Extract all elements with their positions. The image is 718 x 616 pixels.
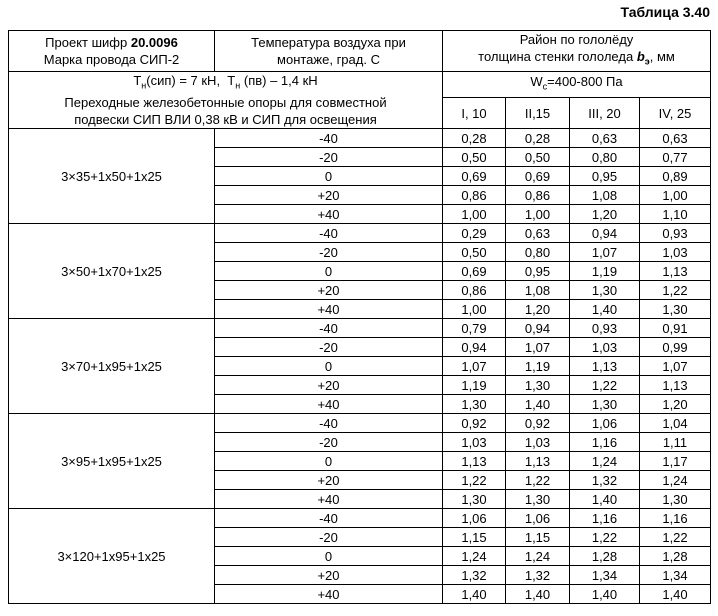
note-cell: [9, 71, 443, 129]
value-cell: 0,93: [570, 319, 640, 338]
value-cell: 1,19: [570, 262, 640, 281]
value-cell: 1,07: [443, 357, 506, 376]
table-row: [9, 224, 711, 243]
ice-region-4: IV, 25: [640, 98, 711, 129]
value-cell: 1,11: [640, 433, 711, 452]
region-unit: , мм: [649, 49, 675, 64]
value-cell: 1,08: [570, 186, 640, 205]
value-cell: 0,94: [570, 224, 640, 243]
value-cell: 0,91: [640, 319, 711, 338]
value-cell: 1,34: [570, 566, 640, 585]
value-cell: 1,03: [443, 433, 506, 452]
note-line2: подвески СИП ВЛИ 0,38 кВ и СИП для освещения: [74, 112, 377, 128]
value-cell: 0,94: [506, 319, 570, 338]
value-cell: 0,95: [506, 262, 570, 281]
value-cell: 0,63: [570, 129, 640, 148]
value-cell: 1,10: [640, 205, 711, 224]
value-cell: 0,94: [443, 338, 506, 357]
value-cell: 1,13: [640, 376, 711, 395]
value-cell: 1,13: [570, 357, 640, 376]
value-cell: 0,93: [640, 224, 711, 243]
value-cell: 1,17: [640, 452, 711, 471]
temperature-cell: -20: [215, 243, 443, 262]
value-cell: 1,00: [443, 300, 506, 319]
value-cell: 1,13: [640, 262, 711, 281]
wire-cross-section: 3×50+1х70+1х25: [9, 224, 215, 319]
value-cell: 1,30: [506, 490, 570, 509]
value-cell: 1,13: [443, 452, 506, 471]
temperature-cell: +20: [215, 186, 443, 205]
region-label-line1: Район по гололёду: [519, 32, 634, 47]
value-cell: 0,92: [506, 414, 570, 433]
value-cell: 1,06: [506, 509, 570, 528]
value-cell: 1,30: [570, 395, 640, 414]
value-cell: 1,20: [640, 395, 711, 414]
ice-region-3: III, 20: [570, 98, 640, 129]
value-cell: 1,24: [640, 471, 711, 490]
value-cell: 1,16: [570, 433, 640, 452]
table-row: [9, 509, 711, 528]
temperature-label-line2: монтаже, град. С: [277, 51, 380, 67]
wire-brand-label: Марка провода СИП-2: [43, 51, 180, 67]
header-row: [9, 31, 711, 72]
wind-cell: $W_c=400-800$ Па: [443, 71, 711, 98]
value-cell: 0,50: [443, 243, 506, 262]
temperature-cell: +40: [215, 585, 443, 604]
temperature-cell: +40: [215, 490, 443, 509]
value-cell: 0,63: [640, 129, 711, 148]
project-code: 20.0096: [130, 34, 178, 50]
value-cell: 1,16: [570, 509, 640, 528]
value-cell: 1,34: [640, 566, 711, 585]
wire-cross-section: 3×95+1х95+1х25: [9, 414, 215, 509]
value-cell: 1,22: [640, 281, 711, 300]
value-cell: 0,80: [506, 243, 570, 262]
temperature-cell: +20: [215, 471, 443, 490]
temperature-cell: -20: [215, 338, 443, 357]
value-cell: 0,69: [443, 167, 506, 186]
value-cell: 1,07: [570, 243, 640, 262]
region-symbol: b: [636, 49, 645, 64]
value-cell: 1,20: [570, 205, 640, 224]
value-cell: 1,08: [506, 281, 570, 300]
value-cell: 0,80: [570, 148, 640, 167]
temperature-cell: 0: [215, 262, 443, 281]
value-cell: 1,40: [443, 585, 506, 604]
value-cell: 1,24: [443, 547, 506, 566]
value-cell: 1,04: [640, 414, 711, 433]
value-cell: 1,30: [640, 300, 711, 319]
value-cell: 0,77: [640, 148, 711, 167]
value-cell: 1,19: [506, 357, 570, 376]
header-temperature-cell: [215, 31, 443, 72]
value-cell: 1,30: [570, 281, 640, 300]
value-cell: 1,00: [443, 205, 506, 224]
ice-region-2: II,15: [506, 98, 570, 129]
value-cell: 1,22: [506, 471, 570, 490]
value-cell: 0,86: [506, 186, 570, 205]
value-cell: 1,03: [570, 338, 640, 357]
tension-line: $Т_н(сип) = 7$ кН, $Т_н$ (пв) – 1,4 кН: [133, 72, 318, 91]
value-cell: 1,22: [640, 528, 711, 547]
value-cell: 0,95: [570, 167, 640, 186]
value-cell: 1,00: [506, 205, 570, 224]
wire-cross-section: 3×120+1х95+1х25: [9, 509, 215, 604]
temperature-cell: 0: [215, 452, 443, 471]
value-cell: 0,79: [443, 319, 506, 338]
value-cell: 0,99: [640, 338, 711, 357]
temperature-cell: -40: [215, 129, 443, 148]
value-cell: 0,92: [443, 414, 506, 433]
value-cell: 1,22: [443, 471, 506, 490]
value-cell: 1,32: [506, 566, 570, 585]
value-cell: 1,15: [443, 528, 506, 547]
value-cell: 1,13: [506, 452, 570, 471]
value-cell: 1,15: [506, 528, 570, 547]
temperature-cell: -40: [215, 319, 443, 338]
value-cell: 1,24: [506, 547, 570, 566]
value-cell: 1,28: [570, 547, 640, 566]
value-cell: 1,40: [570, 300, 640, 319]
table-number: Таблица 3.40: [620, 4, 710, 20]
temperature-cell: +20: [215, 281, 443, 300]
value-cell: 1,30: [443, 490, 506, 509]
value-cell: 1,03: [506, 433, 570, 452]
value-cell: 1,40: [506, 585, 570, 604]
value-cell: 1,40: [640, 585, 711, 604]
temperature-cell: -20: [215, 433, 443, 452]
value-cell: 1,19: [443, 376, 506, 395]
temperature-cell: 0: [215, 357, 443, 376]
value-cell: 0,63: [506, 224, 570, 243]
temperature-cell: +40: [215, 300, 443, 319]
header-project-cell: [9, 31, 215, 72]
wire-cross-section: 3×35+1х50+1х25: [9, 129, 215, 224]
value-cell: 0,50: [443, 148, 506, 167]
table-row: [9, 319, 711, 338]
temperature-cell: 0: [215, 167, 443, 186]
temperature-cell: +40: [215, 205, 443, 224]
temperature-cell: -40: [215, 414, 443, 433]
value-cell: 1,06: [443, 509, 506, 528]
temperature-label-line1: Температура воздуха при: [251, 34, 406, 50]
data-table: [8, 30, 711, 604]
value-cell: 0,28: [506, 129, 570, 148]
value-cell: 1,07: [640, 357, 711, 376]
note-row: [9, 71, 711, 98]
value-cell: 1,07: [506, 338, 570, 357]
value-cell: 1,06: [570, 414, 640, 433]
value-cell: 1,30: [506, 376, 570, 395]
value-cell: 1,22: [570, 376, 640, 395]
wire-cross-section: 3×70+1х95+1х25: [9, 319, 215, 414]
temperature-cell: -20: [215, 528, 443, 547]
value-cell: 1,16: [640, 509, 711, 528]
value-cell: 0,28: [443, 129, 506, 148]
value-cell: 1,40: [570, 585, 640, 604]
temperature-cell: -40: [215, 224, 443, 243]
value-cell: 0,86: [443, 186, 506, 205]
region-label-line2: толщина стенки гололеда: [478, 49, 634, 64]
region-symbol-sub: э: [644, 56, 650, 67]
temperature-cell: +20: [215, 566, 443, 585]
project-label: Проект шифр: [45, 34, 128, 50]
value-cell: 1,28: [640, 547, 711, 566]
value-cell: 1,00: [640, 186, 711, 205]
header-region-cell: [443, 31, 711, 72]
value-cell: 1,30: [640, 490, 711, 509]
value-cell: 1,24: [570, 452, 640, 471]
value-cell: 0,50: [506, 148, 570, 167]
value-cell: 1,30: [443, 395, 506, 414]
value-cell: 0,86: [443, 281, 506, 300]
value-cell: 0,29: [443, 224, 506, 243]
value-cell: 1,20: [506, 300, 570, 319]
note-line1: Переходные железобетонные опоры для совместной: [64, 95, 387, 111]
temperature-cell: -20: [215, 148, 443, 167]
table-row: [9, 129, 711, 148]
value-cell: 1,22: [570, 528, 640, 547]
temperature-cell: -40: [215, 509, 443, 528]
value-cell: 1,40: [570, 490, 640, 509]
value-cell: 1,40: [506, 395, 570, 414]
ice-region-1: I, 10: [443, 98, 506, 129]
table-row: [9, 414, 711, 433]
temperature-cell: +20: [215, 376, 443, 395]
temperature-cell: +40: [215, 395, 443, 414]
temperature-cell: 0: [215, 547, 443, 566]
value-cell: 0,69: [443, 262, 506, 281]
value-cell: 1,32: [443, 566, 506, 585]
value-cell: 0,69: [506, 167, 570, 186]
value-cell: 1,32: [570, 471, 640, 490]
value-cell: 0,89: [640, 167, 711, 186]
value-cell: 1,03: [640, 243, 711, 262]
